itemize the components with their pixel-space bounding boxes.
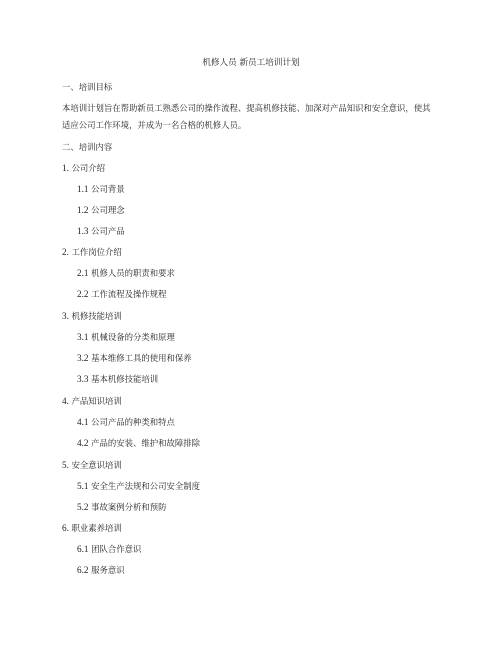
item-number: 6.1 (77, 544, 89, 554)
item-text: 机械设备的分类和原理 (91, 332, 175, 342)
list-item (77, 418, 175, 427)
item-text: 基本机修技能培训 (91, 374, 159, 384)
list-item (62, 248, 122, 257)
list-item (77, 482, 200, 491)
list-item (77, 375, 158, 384)
item-text: 公司介绍 (71, 163, 106, 173)
list-item (62, 164, 105, 173)
item-number: 2.2 (77, 289, 89, 299)
item-number: 1.2 (77, 205, 89, 215)
item-number: 5.2 (77, 502, 89, 512)
item-number: 1.1 (77, 184, 89, 194)
document-title: 机修人员 新员工培训计划 (202, 58, 300, 68)
item-text: 工作流程及操作规程 (91, 289, 167, 299)
item-text: 职业素养培训 (71, 523, 122, 533)
item-text: 公司产品 (91, 226, 125, 236)
section-heading-content: 二、培训内容 (62, 142, 113, 152)
list-item (77, 185, 125, 194)
item-number: 6. (62, 523, 69, 533)
item-text: 基本维修工具的使用和保养 (91, 353, 192, 363)
list-item (77, 206, 125, 215)
item-number: 3. (62, 311, 69, 321)
section-body-goals: 本培训计划旨在帮助新员工熟悉公司的操作流程、提高机修技能、加深对产品知识和安全意识，使其适应公司工作环境，并成为一名合格的机修人员。 (62, 103, 431, 130)
item-number: 3.2 (77, 353, 89, 363)
item-text: 事故案例分析和预防 (91, 502, 167, 512)
item-text: 产品知识培训 (71, 396, 122, 406)
item-number: 2. (62, 247, 69, 257)
item-number: 4. (62, 396, 69, 406)
item-number: 6.2 (77, 565, 89, 575)
list-item (62, 312, 122, 321)
item-text: 工作岗位介绍 (71, 247, 122, 257)
list-item (77, 439, 200, 448)
item-number: 3.3 (77, 374, 89, 384)
section-heading-goals: 一、培训目标 (62, 82, 113, 92)
item-text: 公司产品的种类和特点 (91, 417, 175, 427)
item-number: 4.1 (77, 417, 89, 427)
list-item (77, 503, 167, 512)
item-number: 2.1 (77, 268, 89, 278)
list-item (77, 269, 175, 278)
item-number: 5.1 (77, 481, 89, 491)
list-item (77, 354, 192, 363)
list-item (62, 397, 122, 406)
item-text: 团队合作意识 (91, 544, 142, 554)
item-number: 1. (62, 163, 69, 173)
list-item (77, 545, 141, 554)
list-item (62, 461, 122, 470)
item-text: 服务意识 (91, 565, 125, 575)
list-item (77, 566, 125, 575)
item-number: 5. (62, 460, 69, 470)
item-text: 安全意识培训 (71, 460, 122, 470)
item-text: 公司背景 (91, 184, 125, 194)
item-text: 机修技能培训 (71, 311, 122, 321)
item-text: 产品的安装、维护和故障排除 (91, 438, 201, 448)
list-item (77, 333, 175, 342)
item-number: 1.3 (77, 226, 89, 236)
item-text: 公司理念 (91, 205, 125, 215)
list-item (62, 524, 122, 533)
item-text: 安全生产法规和公司安全制度 (91, 481, 201, 491)
item-text: 机修人员的职责和要求 (91, 268, 175, 278)
item-number: 3.1 (77, 332, 89, 342)
list-item (77, 290, 167, 299)
list-item (77, 227, 125, 236)
item-number: 4.2 (77, 438, 89, 448)
